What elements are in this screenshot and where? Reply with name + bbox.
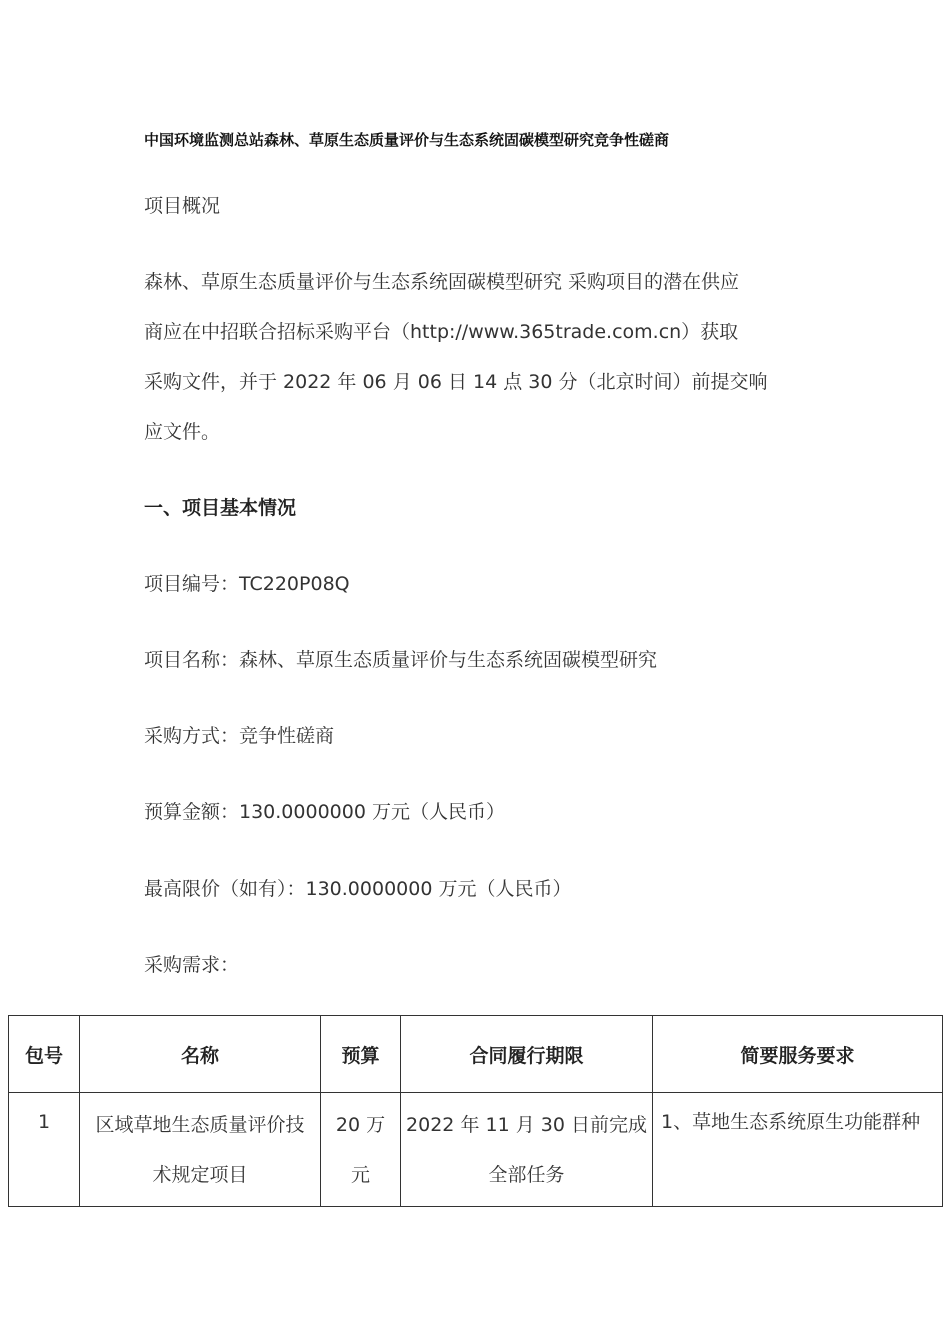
requirement-text: 1、草地生态系统原生功能群种 xyxy=(661,1111,921,1133)
table-row xyxy=(9,1093,943,1207)
header-package: 包号 xyxy=(9,1016,80,1093)
package-number: 1 xyxy=(37,1111,51,1133)
period-line: 全部任务 xyxy=(488,1163,565,1186)
procurement-method: 采购方式：竞争性磋商 xyxy=(144,725,335,747)
cell-package xyxy=(9,1093,80,1207)
header-budget: 预算 xyxy=(321,1016,401,1093)
cell-period xyxy=(401,1093,653,1207)
period-line: 2022 年 11 月 30 日前完成 xyxy=(406,1113,647,1136)
overview-line: 应文件。 xyxy=(144,421,221,443)
overview-line: 森林、草原生态质量评价与生态系统固碳模型研究 采购项目的潜在供应 xyxy=(144,271,740,293)
name-line: 术规定项目 xyxy=(152,1163,248,1186)
project-number: 项目编号：TC220P08Q xyxy=(144,573,350,595)
cell-budget xyxy=(321,1093,401,1207)
overview-paragraph xyxy=(144,268,768,468)
project-name: 项目名称：森林、草原生态质量评价与生态系统固碳模型研究 xyxy=(144,649,658,671)
overview-line: 商应在中招联合招标采购平台（http://www.365trade.com.cn）获取 xyxy=(144,321,739,343)
cell-requirements xyxy=(653,1093,943,1207)
header-name: 名称 xyxy=(80,1016,321,1093)
document-title: 中国环境监测总站森林、草原生态质量评价与生态系统固碳模型研究竞争性磋商 xyxy=(144,131,670,149)
requirements-label: 采购需求： xyxy=(144,954,240,976)
budget-line: 元 xyxy=(350,1163,370,1186)
table-header-row xyxy=(9,1016,943,1093)
cell-name xyxy=(80,1093,321,1207)
budget-amount: 预算金额：130.0000000 万元（人民币） xyxy=(144,801,505,823)
budget-line: 20 万 xyxy=(335,1113,386,1136)
header-requirements: 简要服务要求 xyxy=(653,1016,943,1093)
overview-heading: 项目概况 xyxy=(144,195,221,217)
header-period: 合同履行期限 xyxy=(401,1016,653,1093)
section-heading: 一、项目基本情况 xyxy=(144,497,297,519)
name-line: 区域草地生态质量评价技 xyxy=(95,1113,305,1136)
max-price: 最高限价（如有）：130.0000000 万元（人民币） xyxy=(144,878,572,900)
requirements-table xyxy=(8,1015,943,1207)
overview-line: 采购文件，并于 2022 年 06 月 06 日 14 点 30 分（北京时间）前提交响 xyxy=(144,371,768,393)
